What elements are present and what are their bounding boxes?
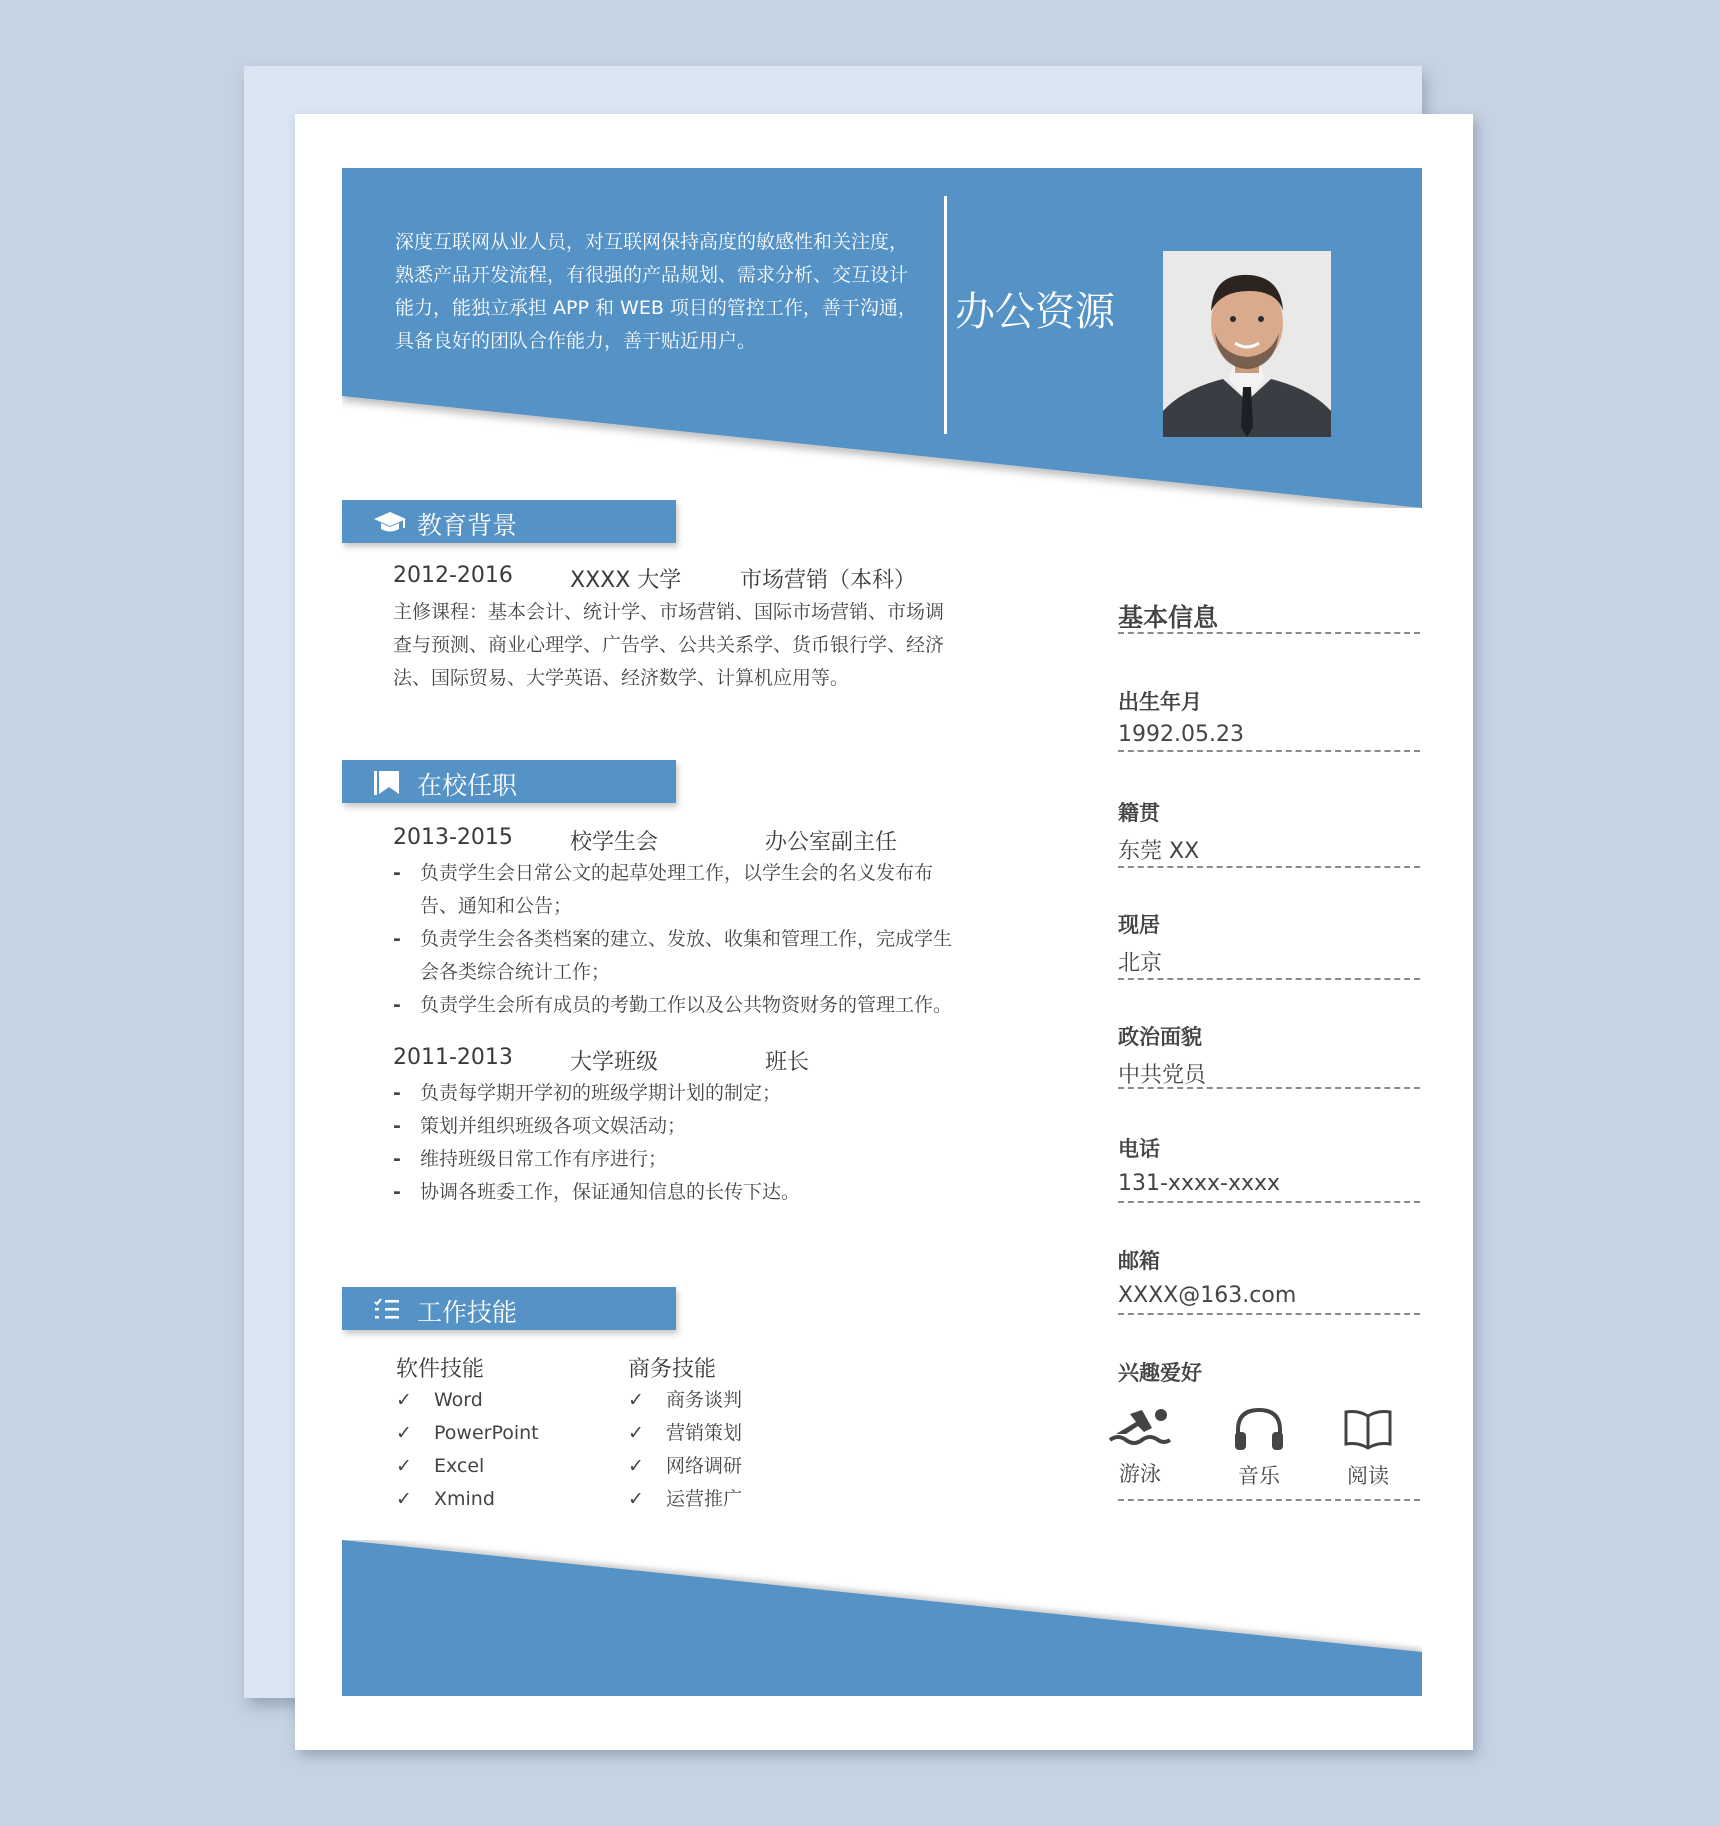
- divider: [1118, 1313, 1420, 1315]
- education-courses: 主修课程：基本会计、统计学、市场营销、国际市场营销、市场调查与预测、商业心理学、广告学、公共关系学、货币银行学、经济法、国际贸易、大学英语、经济数学、计算机应用等。: [393, 601, 945, 689]
- section-skills-title: 工作技能: [417, 1298, 518, 1327]
- birth-value: 1992.05.23: [1118, 722, 1244, 747]
- list-item: - 策划并组织班级各项文娱活动；: [393, 1110, 963, 1143]
- hobby-label: 阅读: [1347, 1464, 1389, 1488]
- hobby-label: 音乐: [1238, 1464, 1280, 1488]
- candidate-name: 办公资源: [955, 289, 1115, 335]
- hobby-music: [1219, 1406, 1299, 1490]
- campus-2-org: 大学班级: [570, 1050, 659, 1075]
- list-item: - 负责学生会所有成员的考勤工作以及公共物资财务的管理工作。: [393, 989, 963, 1022]
- political-label: 政治面貌: [1118, 1025, 1202, 1049]
- campus-2-duties: [393, 1077, 963, 1209]
- list-item: - 负责学生会各类档案的建立、发放、收集和管理工作，完成学生会各类综合统计工作；: [393, 923, 963, 989]
- residence-label: 现居: [1118, 913, 1160, 937]
- campus-1-duties: [393, 857, 963, 1022]
- business-skills-title: 商务技能: [628, 1357, 717, 1382]
- check-icon: ✓: [396, 1488, 412, 1510]
- list-item: ✓ Xmind: [396, 1483, 539, 1516]
- check-icon: ✓: [628, 1488, 644, 1510]
- software-skills-title: 软件技能: [396, 1357, 485, 1382]
- list-item: - 协调各班委工作，保证通知信息的长传下达。: [393, 1176, 963, 1209]
- divider: [1118, 750, 1420, 752]
- divider: [1118, 1499, 1420, 1501]
- list-item: ✓ 商务谈判: [628, 1384, 742, 1417]
- phone-value: 131-xxxx-xxxx: [1118, 1171, 1281, 1196]
- list-item: ✓ Word: [396, 1384, 539, 1417]
- section-campus-title: 在校任职: [417, 771, 518, 800]
- software-skills-list: [396, 1384, 539, 1516]
- hometown-value: 东莞 XX: [1118, 839, 1200, 864]
- checklist-icon: [372, 1297, 402, 1331]
- hobby-reading: [1328, 1406, 1408, 1490]
- check-icon: ✓: [628, 1422, 644, 1444]
- campus-2-period: 2011-2013: [393, 1045, 513, 1070]
- education-major: 市场营销（本科）: [740, 568, 917, 593]
- basic-info-title: 基本信息: [1118, 603, 1219, 632]
- education-period: 2012-2016: [393, 563, 513, 588]
- divider: [1118, 978, 1420, 980]
- check-icon: ✓: [396, 1455, 412, 1477]
- check-icon: ✓: [628, 1455, 644, 1477]
- section-education-title: 教育背景: [417, 511, 518, 540]
- list-item: ✓ Excel: [396, 1450, 539, 1483]
- residence-value: 北京: [1118, 951, 1163, 976]
- profile-photo: [1163, 251, 1331, 437]
- list-item: ✓ 运营推广: [628, 1483, 742, 1516]
- list-item: - 负责每学期开学初的班级学期计划的制定；: [393, 1077, 963, 1110]
- divider: [1118, 1201, 1420, 1203]
- open-book-icon: [1342, 1437, 1394, 1456]
- hobby-label: 游泳: [1119, 1462, 1161, 1486]
- profile-summary: 深度互联网从业人员，对互联网保持高度的敏感性和关注度，熟悉产品开发流程，有很强的产品规划、需求分析、交互设计能力，能独立承担 APP 和 WEB 项目的管控工作，善于沟通，具备良好的团队合作能力，善于贴近用户。: [395, 231, 917, 352]
- section-skills-header: [342, 1287, 676, 1330]
- list-item: - 维持班级日常工作有序进行；: [393, 1143, 963, 1176]
- campus-1-org: 校学生会: [570, 830, 659, 855]
- footer-banner: [342, 1540, 1422, 1700]
- hometown-label: 籍贯: [1118, 801, 1160, 825]
- email-value: XXXX@163.com: [1118, 1283, 1297, 1308]
- political-value: 中共党员: [1118, 1063, 1207, 1088]
- section-education-header: [342, 500, 676, 543]
- divider: [1118, 866, 1420, 868]
- bookmark-icon: [372, 770, 402, 802]
- graduation-cap-icon: [372, 510, 408, 540]
- campus-2-role: 班长: [765, 1050, 810, 1075]
- education-school: XXXX 大学: [570, 568, 682, 593]
- phone-label: 电话: [1118, 1137, 1160, 1161]
- check-icon: ✓: [396, 1389, 412, 1411]
- campus-1-period: 2013-2015: [393, 825, 513, 850]
- divider: [1118, 632, 1420, 634]
- list-item: - 负责学生会日常公文的起草处理工作，以学生会的名义发布布告、通知和公告；: [393, 857, 963, 923]
- business-skills-list: [628, 1384, 742, 1516]
- list-item: ✓ 网络调研: [628, 1450, 742, 1483]
- hobby-swimming: [1100, 1406, 1180, 1488]
- swimming-icon: [1108, 1435, 1172, 1454]
- check-icon: ✓: [628, 1389, 644, 1411]
- check-icon: ✓: [396, 1422, 412, 1444]
- list-item: ✓ 营销策划: [628, 1417, 742, 1450]
- headphones-icon: [1231, 1437, 1287, 1456]
- birth-label: 出生年月: [1118, 690, 1202, 714]
- section-campus-header: [342, 760, 676, 803]
- divider: [1118, 1087, 1420, 1089]
- list-item: ✓ PowerPoint: [396, 1417, 539, 1450]
- hobbies-title: 兴趣爱好: [1118, 1361, 1202, 1385]
- header-divider: [944, 196, 947, 434]
- email-label: 邮箱: [1118, 1249, 1160, 1273]
- campus-1-role: 办公室副主任: [765, 830, 898, 855]
